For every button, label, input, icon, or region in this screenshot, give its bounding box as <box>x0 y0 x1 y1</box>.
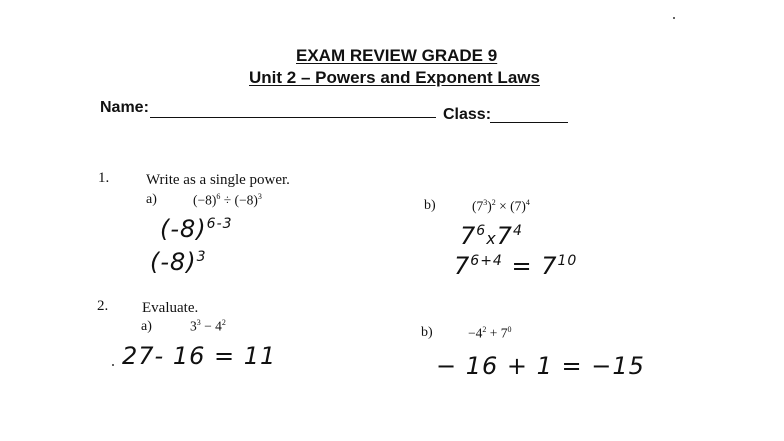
q1a-work-line-1: $(-8)^{6-3}$ <box>160 215 233 243</box>
q2b-label: b) <box>421 325 433 340</box>
q1a-expression: $(-8)^6 \div (-8)^3$ <box>193 192 262 208</box>
question-1-prompt: Write as a single power. <box>146 172 290 188</box>
class-field[interactable] <box>490 122 568 123</box>
q1b-work-line-2: $7^{6+4} = 7^{10}$ <box>454 252 578 280</box>
name-field[interactable] <box>150 117 436 118</box>
question-2-number: 2. <box>97 298 109 314</box>
q2a-work: 27- 16 = 11 <box>122 342 277 370</box>
q1b-expression: $(7^3)^2 \times (7)^4$ <box>472 198 530 214</box>
scan-speck <box>112 364 114 366</box>
name-label: Name: <box>100 99 149 116</box>
q1b-work-line-1: $7^6x7^4$ <box>460 222 523 250</box>
class-label: Class: <box>443 106 492 123</box>
q2b-expression: $-4^2 + 7^0$ <box>468 325 512 341</box>
q2b-work: − 16 + 1 = −15 <box>436 352 645 380</box>
q1a-label: a) <box>146 192 157 207</box>
question-1-number: 1. <box>98 170 110 186</box>
scan-speck <box>673 17 675 19</box>
q1a-work-line-2: $(-8)^3$ <box>150 248 207 276</box>
q1b-label: b) <box>424 198 436 213</box>
question-2-prompt: Evaluate. <box>142 300 199 316</box>
exam-title: EXAM REVIEW GRADE 9 <box>296 46 498 65</box>
q2a-expression: $3^3 - 4^2$ <box>190 318 226 334</box>
unit-title: Unit 2 – Powers and Exponent Laws <box>249 68 540 87</box>
q2a-label: a) <box>141 319 152 334</box>
